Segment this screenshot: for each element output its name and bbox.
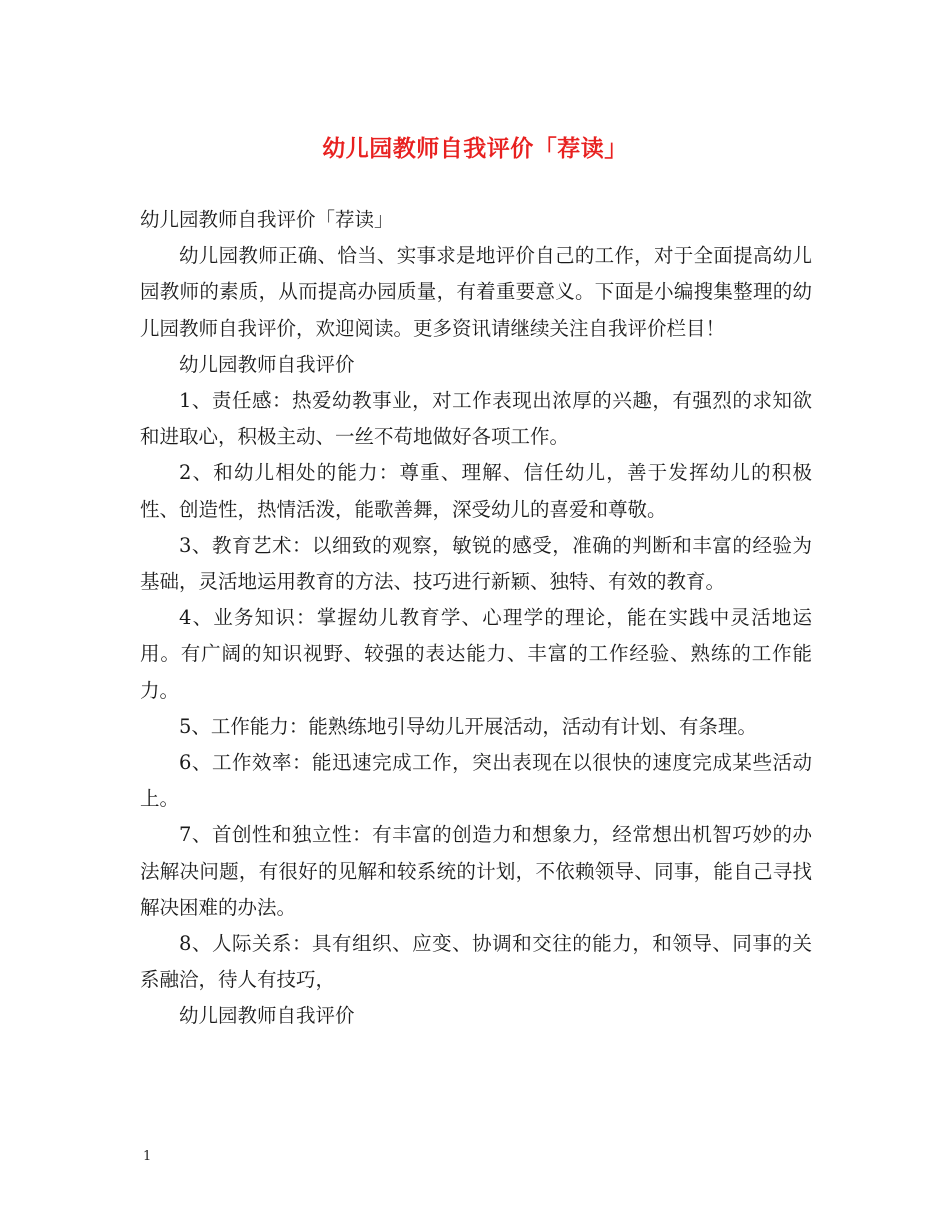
intro-paragraph: 幼儿园教师正确、恰当、实事求是地评价自己的工作，对于全面提高幼儿园教师的素质，从而提高办园质量，有着重要意义。下面是小编搜集整理的幼儿园教师自我评价，欢迎阅读。更多资讯请继续关注自我评价栏目！ xyxy=(140,244,812,340)
item-child-relations: 2、和幼儿相处的能力：尊重、理解、信任幼儿，善于发挥幼儿的积极性、创造性，热情活泼，能歌善舞，深受幼儿的喜爱和尊敬。 xyxy=(140,461,812,521)
document-title: 幼儿园教师自我评价「荐读」 xyxy=(322,135,628,162)
item-initiative: 7、首创性和独立性：有丰富的创造力和想象力，经常想出机智巧妙的办法解决问题，有很好的见解和较系统的计划，不依赖领导、同事，能自己寻找解决困难的办法。 xyxy=(140,823,812,919)
item-work-efficiency: 6、工作效率：能迅速完成工作，突出表现在以很快的速度完成某些活动上。 xyxy=(140,751,812,811)
page-number: 1 xyxy=(143,1149,152,1164)
subtitle-line: 幼儿园教师自我评价「荐读」 xyxy=(140,208,394,231)
item-professional-knowledge: 4、业务知识：掌握幼儿教育学、心理学的理论，能在实践中灵活地运用。有广阔的知识视野、较强的表达能力、丰富的工作经验、熟练的工作能力。 xyxy=(140,606,812,702)
item-teaching-art: 3、教育艺术：以细致的观察，敏锐的感受，准确的判断和丰富的经验为基础，灵活地运用教育的方法、技巧进行新颖、独特、有效的教育。 xyxy=(140,533,812,594)
item-work-ability: 5、工作能力：能熟练地引导幼儿开展活动，活动有计划、有条理。 xyxy=(179,714,757,738)
section-heading: 幼儿园教师自我评价 xyxy=(179,352,355,376)
item-responsibility: 1、责任感：热爱幼教事业，对工作表现出浓厚的兴趣，有强烈的求知欲和进取心，积极主动、一丝不苟地做好各项工作。 xyxy=(140,389,812,449)
item-interpersonal: 8、人际关系：具有组织、应变、协调和交往的能力，和领导、同事的关系融洽，待人有技巧， xyxy=(140,932,812,992)
section-heading-repeat: 幼儿园教师自我评价 xyxy=(179,1004,355,1028)
document-body xyxy=(140,202,812,1035)
